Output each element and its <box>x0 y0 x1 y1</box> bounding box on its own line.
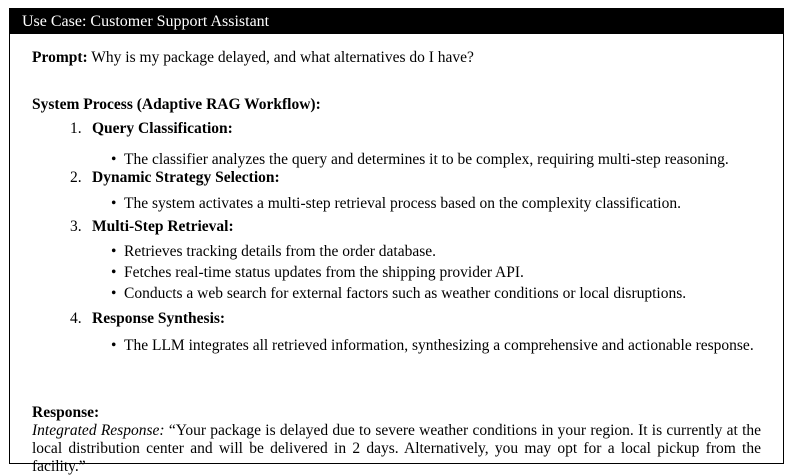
step-number: 1. <box>70 120 82 137</box>
prompt-line <box>32 49 474 67</box>
use-case-title: Use Case: Customer Support Assistant <box>10 9 783 34</box>
integrated-response-label: Integrated Response: <box>32 422 165 439</box>
integrated-response-text: “Your package is delayed due to severe weather conditions in your region. It is currently at the local distribution center and will be delivered in 2 days. Alternatively, you may opt for a local pickup from the facility.” <box>32 422 761 475</box>
bullet-icon: • <box>111 337 117 354</box>
list-item <box>32 151 761 169</box>
list-item <box>32 337 761 355</box>
step-number: 2. <box>70 169 82 186</box>
system-process-title: System Process (Adaptive RAG Workflow): <box>32 96 321 113</box>
step-response-synthesis <box>32 310 761 354</box>
response-section <box>32 404 761 476</box>
step-multi-step-retrieval <box>32 218 761 302</box>
bullet-text: Fetches real-time status updates from the shipping provider API. <box>124 264 524 281</box>
bullet-icon: • <box>111 285 117 302</box>
list-item <box>32 243 761 261</box>
step-number: 4. <box>70 310 82 327</box>
prompt-label: Prompt: <box>32 49 88 66</box>
list-item <box>32 264 761 282</box>
bullet-icon: • <box>111 264 117 281</box>
bullet-icon: • <box>111 151 117 168</box>
prompt-text: Why is my package delayed, and what alternatives do I have? <box>91 49 474 66</box>
bullet-text: The system activates a multi-step retrieval process based on the complexity classification. <box>124 195 681 212</box>
step-title: Multi-Step Retrieval: <box>92 218 234 235</box>
bullet-icon: • <box>111 195 117 212</box>
bullet-text: Retrieves tracking details from the order database. <box>124 243 437 260</box>
response-text <box>32 422 761 476</box>
step-title: Query Classification: <box>92 120 233 137</box>
response-label: Response: <box>32 404 100 421</box>
bullet-text: The classifier analyzes the query and determines it to be complex, requiring multi-step reasoning. <box>124 151 729 168</box>
step-query-classification <box>32 120 761 168</box>
bullet-icon: • <box>111 243 117 260</box>
bullet-text: The LLM integrates all retrieved information, synthesizing a comprehensive and actionable response. <box>124 337 754 354</box>
list-item <box>32 285 761 303</box>
step-dynamic-strategy-selection <box>32 169 761 212</box>
step-number: 3. <box>70 218 82 235</box>
step-title: Response Synthesis: <box>92 310 226 327</box>
bullet-text: Conducts a web search for external factors such as weather conditions or local disruptions. <box>124 285 687 302</box>
step-title: Dynamic Strategy Selection: <box>92 169 280 186</box>
use-case-box <box>9 8 784 475</box>
list-item <box>32 195 761 213</box>
